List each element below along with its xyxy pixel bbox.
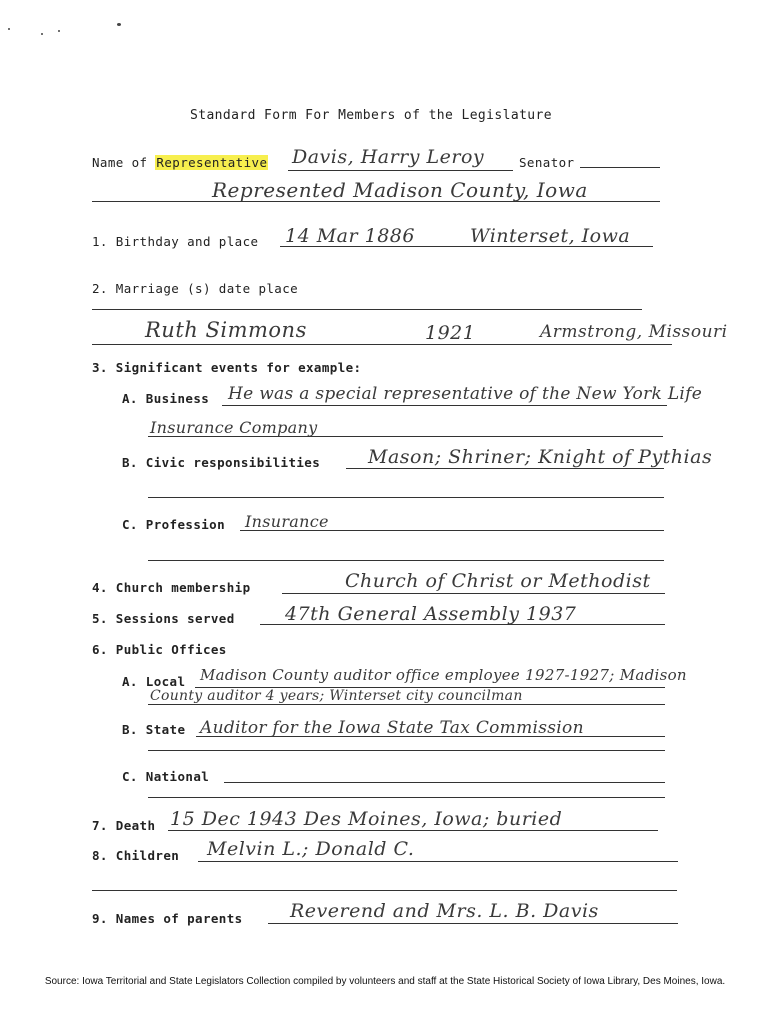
parents-line xyxy=(268,923,678,924)
death-value: 15 Dec 1943 Des Moines, Iowa; buried xyxy=(170,808,563,830)
scan-speck xyxy=(58,30,60,32)
state-line-2 xyxy=(148,750,665,751)
birthday-date: 14 Mar 1886 xyxy=(285,225,415,247)
scan-speck xyxy=(41,33,43,35)
source-note: Source: Iowa Territorial and State Legislators Collection compiled by volunteers and staff at the State Historical Society of Iowa Library, Des Moines, Iowa. xyxy=(44,976,726,987)
profession-value: Insurance xyxy=(245,512,329,531)
business-line-1 xyxy=(222,405,667,406)
sessions-line xyxy=(260,624,665,625)
business-label: A. Business xyxy=(122,391,210,406)
name-label xyxy=(92,155,268,170)
birthday-place: Winterset, Iowa xyxy=(470,225,631,247)
children-value: Melvin L.; Donald C. xyxy=(207,838,415,860)
local-value-1: Madison County auditor office employee 1927-1927; Madison xyxy=(200,666,687,684)
profession-line-2 xyxy=(148,560,664,561)
business-value-2: Insurance Company xyxy=(150,418,318,437)
local-value-2: County auditor 4 years; Winterset city councilman xyxy=(150,688,523,704)
profession-label: C. Profession xyxy=(122,517,226,532)
marriage-line-2 xyxy=(92,344,672,345)
national-label: C. National xyxy=(122,769,210,784)
church-line xyxy=(282,593,665,594)
civic-line-2 xyxy=(148,497,664,498)
sessions-label: 5. Sessions served xyxy=(92,611,235,626)
marriage-place: Armstrong, Missouri xyxy=(540,322,728,342)
business-value-1: He was a special representative of the New York Life xyxy=(228,384,703,404)
parents-value: Reverend and Mrs. L. B. Davis xyxy=(290,900,599,922)
state-label: B. State xyxy=(122,722,186,737)
birthday-label: 1. Birthday and place xyxy=(92,234,259,249)
senator-label: Senator xyxy=(519,155,575,170)
business-line-2 xyxy=(148,436,663,437)
sessions-value: 47th General Assembly 1937 xyxy=(285,603,577,625)
state-line-1 xyxy=(196,736,665,737)
death-label: 7. Death xyxy=(92,818,156,833)
marriage-label: 2. Marriage (s) date place xyxy=(92,281,299,296)
birthday-line xyxy=(280,246,653,247)
name-label-highlight: Representative xyxy=(156,155,268,170)
children-line-2 xyxy=(92,890,677,891)
name-line xyxy=(288,170,513,171)
marriage-line-1 xyxy=(92,309,642,310)
local-label: A. Local xyxy=(122,674,186,689)
civic-label: B. Civic responsibilities xyxy=(122,455,321,470)
national-line-2 xyxy=(148,797,665,798)
offices-label: 6. Public Offices xyxy=(92,642,227,657)
national-line-1 xyxy=(224,782,665,783)
profession-line-1 xyxy=(240,530,664,531)
civic-value: Mason; Shriner; Knight of Pythias xyxy=(368,446,713,468)
name-label-prefix: Name of xyxy=(92,155,148,170)
civic-line-1 xyxy=(346,468,664,469)
state-value: Auditor for the Iowa State Tax Commission xyxy=(200,718,584,738)
local-line-2 xyxy=(148,704,665,705)
parents-label: 9. Names of parents xyxy=(92,911,243,926)
form-title: Standard Form For Members of the Legislature xyxy=(190,108,552,123)
church-label: 4. Church membership xyxy=(92,580,251,595)
events-label: 3. Significant events for example: xyxy=(92,360,362,375)
marriage-year: 1921 xyxy=(425,322,476,344)
scan-speck xyxy=(117,23,121,26)
name-value: Davis, Harry Leroy xyxy=(292,146,485,168)
church-value: Church of Christ or Methodist xyxy=(345,570,651,592)
death-line xyxy=(168,830,658,831)
scan-speck xyxy=(8,28,10,30)
marriage-spouse: Ruth Simmons xyxy=(145,318,307,342)
children-line-1 xyxy=(198,861,678,862)
represented-value: Represented Madison County, Iowa xyxy=(212,178,588,202)
senator-line xyxy=(580,167,660,168)
children-label: 8. Children xyxy=(92,848,180,863)
represented-line xyxy=(92,201,660,202)
